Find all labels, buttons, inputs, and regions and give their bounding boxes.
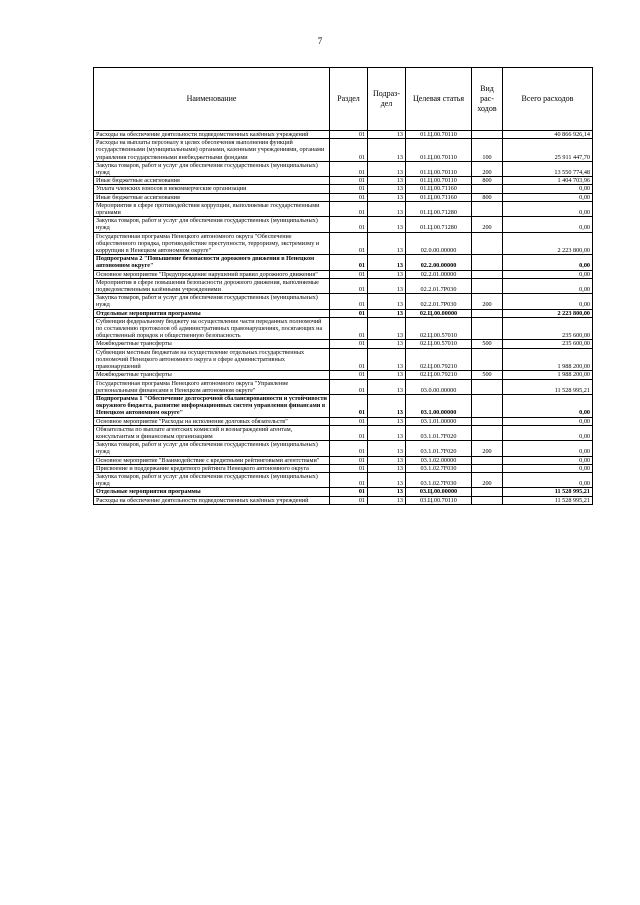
- cell-section: 01: [330, 456, 368, 464]
- cell-subsection: 13: [368, 371, 406, 379]
- cell-subsection: 13: [368, 379, 406, 394]
- cell-name: Расходы на выплаты персоналу в целях обеспечения выполнения функций государственными (муниципальными) органами, казенными учреждениями, органами управления государственными внебюджетными фондами: [94, 139, 330, 162]
- cell-name: Закупка товаров, работ и услуг для обеспечения государственных (муниципальных) нужд: [94, 441, 330, 456]
- cell-kind: [472, 131, 503, 139]
- cell-target: 03.1.02.7F030: [406, 464, 472, 472]
- cell-kind: 200: [472, 217, 503, 232]
- cell-name: Закупка товаров, работ и услуг для обеспечения государственных (муниципальных) нужд: [94, 161, 330, 176]
- cell-target: 03.1.01.7F020: [406, 425, 472, 440]
- cell-subsection: 13: [368, 425, 406, 440]
- cell-section: 01: [330, 417, 368, 425]
- cell-total: 0,00: [503, 278, 593, 293]
- cell-target: 01.Ц.00.71280: [406, 217, 472, 232]
- cell-total: 2 223 800,00: [503, 232, 593, 255]
- cell-name: Государственная программа Ненецкого автономного округа "Обеспечение общественного порядка, противодействие преступности, терроризму, экстремизму и коррупции в Ненецком автономном округе": [94, 232, 330, 255]
- table-row: [94, 232, 593, 255]
- cell-target: 02.2.01.00000: [406, 270, 472, 278]
- cell-name: Мероприятия в сфере противодействия коррупции, выполняемые государственными органами: [94, 201, 330, 216]
- cell-name: Государственная программа Ненецкого автономного округа "Управление региональными финансами в Ненецком автономном округе": [94, 379, 330, 394]
- table-row: [94, 348, 593, 371]
- cell-subsection: 13: [368, 417, 406, 425]
- cell-total: 0,00: [503, 193, 593, 201]
- cell-total: 0,00: [503, 217, 593, 232]
- cell-target: 02.2.01.7Р030: [406, 278, 472, 293]
- table-row: [94, 193, 593, 201]
- cell-subsection: 13: [368, 161, 406, 176]
- cell-target: 02.0.00.00000: [406, 232, 472, 255]
- cell-name: Подпрограмма 1 "Обеспечение долгосрочной сбалансированности и устойчивости окружного бюджета, развитие информационных систем управления финансами в Ненецком автономном округе": [94, 394, 330, 417]
- table-header-row: [94, 68, 593, 131]
- page-number: 7: [317, 36, 323, 46]
- cell-target: 02.2.00.00000: [406, 255, 472, 270]
- header-section: Раздел: [330, 68, 368, 131]
- cell-section: 01: [330, 131, 368, 139]
- cell-section: 01: [330, 348, 368, 371]
- cell-section: 01: [330, 441, 368, 456]
- cell-kind: [472, 232, 503, 255]
- cell-section: 01: [330, 201, 368, 216]
- cell-target: 01.Ц.00.70110: [406, 139, 472, 162]
- cell-kind: 200: [472, 472, 503, 487]
- cell-subsection: 13: [368, 309, 406, 317]
- table-row: [94, 131, 593, 139]
- table-row: [94, 294, 593, 309]
- cell-subsection: 13: [368, 193, 406, 201]
- cell-total: 0,00: [503, 185, 593, 193]
- cell-subsection: 13: [368, 255, 406, 270]
- cell-kind: [472, 201, 503, 216]
- cell-subsection: 13: [368, 177, 406, 185]
- cell-kind: [472, 379, 503, 394]
- cell-target: 01.Ц.00.70110: [406, 131, 472, 139]
- cell-target: 03.1.01.7F020: [406, 441, 472, 456]
- table-row: [94, 417, 593, 425]
- cell-name: Основное мероприятие "Предупреждение нарушений правил дорожного движения": [94, 270, 330, 278]
- cell-target: 03.1.01.00000: [406, 417, 472, 425]
- cell-kind: [472, 488, 503, 496]
- table-row: [94, 496, 593, 504]
- table-row: [94, 317, 593, 340]
- table-row: [94, 278, 593, 293]
- cell-subsection: 13: [368, 348, 406, 371]
- cell-kind: [472, 496, 503, 504]
- cell-section: 01: [330, 270, 368, 278]
- cell-section: 01: [330, 185, 368, 193]
- cell-total: 13 550 774,48: [503, 161, 593, 176]
- cell-name: Отдельные мероприятия программы: [94, 309, 330, 317]
- cell-kind: 100: [472, 139, 503, 162]
- cell-subsection: 13: [368, 294, 406, 309]
- cell-name: Мероприятия в сфере повышения безопасности дорожного движения, выполняемые подведомственными казёнными учреждениями: [94, 278, 330, 293]
- cell-name: Обязательства по выплате агентских комиссий и вознаграждений агентам, консультантам и финансовым организациям: [94, 425, 330, 440]
- header-name: Наименование: [94, 68, 330, 131]
- cell-section: 01: [330, 255, 368, 270]
- cell-kind: 200: [472, 441, 503, 456]
- cell-name: Основное мероприятие "Взаимодействие с кредитными рейтинговыми агентствами": [94, 456, 330, 464]
- cell-kind: [472, 394, 503, 417]
- cell-name: Расходы на обеспечение деятельности подведомственных казённых учреждений: [94, 496, 330, 504]
- cell-kind: [472, 185, 503, 193]
- cell-section: 01: [330, 139, 368, 162]
- cell-section: 01: [330, 472, 368, 487]
- cell-total: 1 404 703,96: [503, 177, 593, 185]
- cell-target: 01.Ц.00.70110: [406, 177, 472, 185]
- cell-section: 01: [330, 464, 368, 472]
- cell-kind: [472, 309, 503, 317]
- cell-total: 0,00: [503, 464, 593, 472]
- cell-subsection: 13: [368, 472, 406, 487]
- cell-kind: 500: [472, 371, 503, 379]
- cell-total: 11 528 995,21: [503, 496, 593, 504]
- table-row: [94, 456, 593, 464]
- cell-target: 02.Ц.00.00000: [406, 309, 472, 317]
- cell-section: 01: [330, 425, 368, 440]
- table-row: [94, 217, 593, 232]
- cell-section: 01: [330, 278, 368, 293]
- cell-total: 0,00: [503, 270, 593, 278]
- cell-section: 01: [330, 394, 368, 417]
- cell-target: 01.Ц.00.71160: [406, 185, 472, 193]
- cell-name: Субвенции федеральному бюджету на осуществление части переданных полномочий по составлению протоколов об административных правонарушениях, посягающих на общественный порядок и общественную безопасность: [94, 317, 330, 340]
- cell-section: 01: [330, 309, 368, 317]
- cell-target: 02.2.01.7Р030: [406, 294, 472, 309]
- cell-section: 01: [330, 371, 368, 379]
- table-row: [94, 441, 593, 456]
- cell-total: 2 223 800,00: [503, 309, 593, 317]
- cell-name: Закупка товаров, работ и услуг для обеспечения государственных (муниципальных) нужд: [94, 217, 330, 232]
- cell-kind: [472, 255, 503, 270]
- cell-name: Закупка товаров, работ и услуг для обеспечения государственных (муниципальных) нужд: [94, 294, 330, 309]
- cell-subsection: 13: [368, 278, 406, 293]
- cell-subsection: 13: [368, 340, 406, 348]
- table-row: [94, 464, 593, 472]
- cell-target: 01.Ц.00.71160: [406, 193, 472, 201]
- cell-total: 235 600,00: [503, 340, 593, 348]
- cell-name: Закупка товаров, работ и услуг для обеспечения государственных (муниципальных) нужд: [94, 472, 330, 487]
- cell-kind: [472, 417, 503, 425]
- cell-kind: 800: [472, 193, 503, 201]
- cell-total: 40 866 926,14: [503, 131, 593, 139]
- cell-section: 01: [330, 161, 368, 176]
- cell-subsection: 13: [368, 185, 406, 193]
- cell-target: 03.1.02.7F030: [406, 472, 472, 487]
- cell-target: 02.Ц.00.57010: [406, 340, 472, 348]
- cell-name: Расходы на обеспечение деятельности подведомственных казённых учреждений: [94, 131, 330, 139]
- cell-subsection: 13: [368, 217, 406, 232]
- cell-target: 03.Ц.00.00000: [406, 488, 472, 496]
- header-total: Всего расходов: [503, 68, 593, 131]
- cell-section: 01: [330, 496, 368, 504]
- cell-total: 0,00: [503, 294, 593, 309]
- table-row: [94, 270, 593, 278]
- cell-subsection: 13: [368, 131, 406, 139]
- table-row: [94, 161, 593, 176]
- cell-subsection: 13: [368, 270, 406, 278]
- header-target: Целевая статья: [406, 68, 472, 131]
- header-kind: Вид рас-ходов: [472, 68, 503, 131]
- cell-section: 01: [330, 294, 368, 309]
- table-row: [94, 340, 593, 348]
- cell-total: 0,00: [503, 456, 593, 464]
- table-row: [94, 201, 593, 216]
- table-row: [94, 425, 593, 440]
- cell-section: 01: [330, 217, 368, 232]
- cell-name: Иные бюджетные ассигнования: [94, 193, 330, 201]
- cell-target: 01.Ц.00.70110: [406, 161, 472, 176]
- cell-kind: [472, 278, 503, 293]
- header-subsection: Подраз-дел: [368, 68, 406, 131]
- cell-kind: [472, 317, 503, 340]
- cell-section: 01: [330, 232, 368, 255]
- cell-total: 1 988 200,00: [503, 371, 593, 379]
- cell-subsection: 13: [368, 394, 406, 417]
- cell-total: 0,00: [503, 441, 593, 456]
- table-row: [94, 185, 593, 193]
- table-body: [94, 131, 593, 505]
- cell-kind: [472, 270, 503, 278]
- table-row: [94, 379, 593, 394]
- cell-kind: 200: [472, 294, 503, 309]
- cell-subsection: 13: [368, 317, 406, 340]
- table-row: [94, 177, 593, 185]
- cell-subsection: 13: [368, 201, 406, 216]
- cell-kind: 800: [472, 177, 503, 185]
- cell-target: 01.Ц.00.71280: [406, 201, 472, 216]
- cell-section: 01: [330, 340, 368, 348]
- cell-subsection: 13: [368, 441, 406, 456]
- cell-total: 11 528 995,21: [503, 379, 593, 394]
- table-row: [94, 488, 593, 496]
- cell-kind: 200: [472, 161, 503, 176]
- cell-name: Присвоение и поддержание кредитного рейтинга Ненецкого автономного округа: [94, 464, 330, 472]
- cell-total: 0,00: [503, 255, 593, 270]
- cell-section: 01: [330, 317, 368, 340]
- table-row: [94, 472, 593, 487]
- cell-kind: [472, 456, 503, 464]
- cell-name: Субвенции местным бюджетам на осуществление отдельных государственных полномочий Ненецкого автономного округа в сфере административных правонарушений: [94, 348, 330, 371]
- table-row: [94, 255, 593, 270]
- cell-name: Межбюджетные трансферты: [94, 340, 330, 348]
- cell-total: 0,00: [503, 472, 593, 487]
- cell-total: 0,00: [503, 201, 593, 216]
- cell-kind: [472, 464, 503, 472]
- cell-section: 01: [330, 379, 368, 394]
- cell-name: Отдельные мероприятия программы: [94, 488, 330, 496]
- cell-total: 0,00: [503, 425, 593, 440]
- cell-target: 03.1.00.00000: [406, 394, 472, 417]
- cell-kind: [472, 425, 503, 440]
- cell-target: 03.1.02.00000: [406, 456, 472, 464]
- table-row: [94, 139, 593, 162]
- cell-subsection: 13: [368, 464, 406, 472]
- table-row: [94, 371, 593, 379]
- cell-section: 01: [330, 488, 368, 496]
- cell-total: 235 600,00: [503, 317, 593, 340]
- cell-subsection: 13: [368, 496, 406, 504]
- cell-total: 1 988 200,00: [503, 348, 593, 371]
- cell-name: Основное мероприятие "Расходы на исполнение долговых обязательств": [94, 417, 330, 425]
- cell-subsection: 13: [368, 232, 406, 255]
- cell-target: 03.0.00.00000: [406, 379, 472, 394]
- table-row: [94, 309, 593, 317]
- cell-name: Межбюджетные трансферты: [94, 371, 330, 379]
- cell-target: 02.Ц.00.57010: [406, 317, 472, 340]
- cell-total: 0,00: [503, 394, 593, 417]
- cell-subsection: 13: [368, 456, 406, 464]
- cell-total: 11 528 995,21: [503, 488, 593, 496]
- cell-total: 0,00: [503, 417, 593, 425]
- cell-subsection: 13: [368, 139, 406, 162]
- cell-kind: [472, 348, 503, 371]
- cell-section: 01: [330, 177, 368, 185]
- cell-total: 25 911 447,70: [503, 139, 593, 162]
- budget-table: [93, 67, 593, 505]
- cell-target: 02.Ц.00.79210: [406, 371, 472, 379]
- table-row: [94, 394, 593, 417]
- cell-name: Подпрограмма 2 "Повышение безопасности дорожного движения в Ненецком автономном округе": [94, 255, 330, 270]
- cell-target: 02.Ц.00.79210: [406, 348, 472, 371]
- cell-name: Уплата членских взносов в некоммерческие организации: [94, 185, 330, 193]
- cell-target: 03.Ц.00.70110: [406, 496, 472, 504]
- cell-section: 01: [330, 193, 368, 201]
- cell-kind: 500: [472, 340, 503, 348]
- cell-subsection: 13: [368, 488, 406, 496]
- cell-name: Иные бюджетные ассигнования: [94, 177, 330, 185]
